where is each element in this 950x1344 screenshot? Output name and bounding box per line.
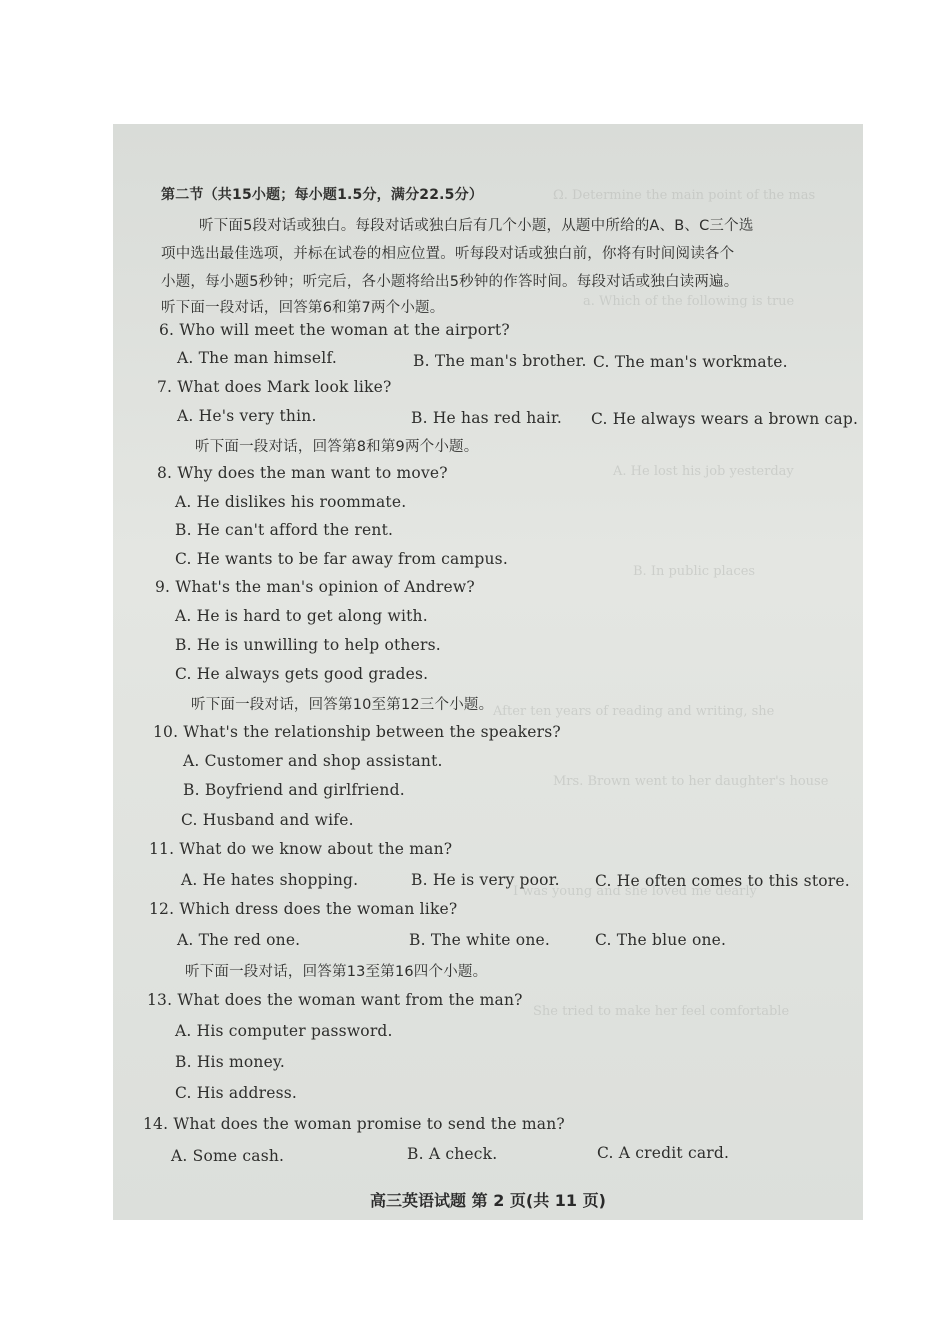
section-header: 第二节（共15小题；每小题1.5分，满分22.5分） [161,187,484,203]
option-a: A. The man himself. [177,349,337,367]
option-b: B. The man's brother. [413,352,587,370]
option-c: C. His address. [175,1084,298,1102]
option-a: A. He hates shopping. [181,871,359,889]
option-c: C. A credit card. [597,1144,730,1162]
instruction-line: 小题，每小题5秒钟；听完后，各小题将给出5秒钟的作答时间。每段对话或独白读两遍。 [161,274,739,290]
option-b: B. His money. [175,1053,286,1071]
dialogue-intro: 听下面一段对话，回答第10至第12三个小题。 [191,697,494,713]
question-stem: 12. Which dress does the woman like? [149,900,458,918]
option-a: A. His computer password. [175,1022,393,1040]
question-stem: 10. What's the relationship between the speakers? [153,723,561,741]
option-a: A. Customer and shop assistant. [183,752,443,770]
option-b: B. He is very poor. [411,871,560,889]
instruction-line: 项中选出最佳选项，并标在试卷的相应位置。听每段对话或独白前，你将有时间阅读各个 [161,246,735,262]
option-a: A. Some cash. [171,1147,285,1165]
dialogue-intro: 听下面一段对话，回答第13至第16四个小题。 [185,964,488,980]
option-b: B. He can't afford the rent. [175,521,394,539]
dialogue-intro: 听下面一段对话，回答第6和第7两个小题。 [161,300,445,316]
option-c: C. He always gets good grades. [175,665,429,683]
option-b: B. The white one. [409,931,551,949]
option-c: C. The man's workmate. [593,353,788,371]
question-stem: 11. What do we know about the man? [149,840,453,858]
instruction-line: 听下面5段对话或独白。每段对话或独白后有几个小题，从题中所给的A、B、C三个选 [199,218,754,234]
option-b: B. He is unwilling to help others. [175,636,441,654]
option-c: C. He wants to be far away from campus. [175,550,508,568]
question-stem: 6. Who will meet the woman at the airport? [159,321,510,339]
dialogue-intro: 听下面一段对话，回答第8和第9两个小题。 [195,439,479,455]
option-b: B. A check. [407,1145,498,1163]
option-c: C. Husband and wife. [181,811,354,829]
option-a: A. The red one. [177,931,301,949]
question-stem: 13. What does the woman want from the man? [147,991,523,1009]
option-b: B. He has red hair. [411,409,563,427]
option-c: C. He often comes to this store. [595,872,850,890]
question-stem: 8. Why does the man want to move? [157,464,448,482]
exam-page: Ω. Determine the main point of the mas a. Which of the following is true A. He lost his job yesterday B. In public places After ten years of reading and writing, she Mrs. Brown went to her daughter's house I was young and she loved me dearly She tried to make her feel comfortable 第二节（共15小题；每小题1.5分，满分22.5分） 听下面5段对话或独白。每段对话或独白后有几个小题，从题中所给的A、B、C三个选 项中选出最佳选项，并标在试卷的相应位置。听每段对话或独白前，你将有时间阅读各个 小题，每小题5秒钟；听完后，各小题将给出5秒钟的作答时间。每段对话或独白读两遍。 听下面一段对话，回答第6和第7两个小题。 6. Who will meet the woman at the airport? A. The man himself. B. The man's brother. C. The man's workmate. 7. What does Mark look like? A. He's very thin. B. He has red hair. C. He always wears a brown cap. 听下面一段对话，回答第8和第9两个小题。 8. Why does the man want to move? A. He dislikes his roommate. B. He can't afford the rent. C. He wants to be far away from campus. 9. What's the man's opinion of Andrew? A. He is hard to get along with. B. He is unwilling to help others. C. He always gets good grades. 听下面一段对话，回答第10至第12三个小题。 10. What's the relationship between the speakers? A. Customer and shop assistant. B. Boyfriend and girlfriend. C. Husband and wife. 11. What do we know about the man? A. He hates shopping. B. He is very poor. C. He often comes to this store. 12. Which dress does the woman like? A. The red one. B. The white one. C. The blue one. 听下面一段对话，回答第13至第16四个小题。 13. What does the woman want from the man? A. His computer password. B. His money. C. His address. 14. What does the woman promise to send the man? A. Some cash. B. A check. C. A credit card. 高三英语试题 第 2 页(共 11 页) [113,124,863,1220]
question-stem: 9. What's the man's opinion of Andrew? [155,578,475,596]
option-c: C. He always wears a brown cap. [591,410,859,428]
question-stem: 7. What does Mark look like? [157,378,392,396]
option-a: A. He dislikes his roommate. [175,493,407,511]
question-stem: 14. What does the woman promise to send the man? [143,1115,565,1133]
option-a: A. He is hard to get along with. [175,607,428,625]
option-a: A. He's very thin. [177,407,317,425]
page-footer: 高三英语试题 第 2 页(共 11 页) [370,1191,606,1210]
option-c: C. The blue one. [595,931,727,949]
option-b: B. Boyfriend and girlfriend. [183,781,405,799]
